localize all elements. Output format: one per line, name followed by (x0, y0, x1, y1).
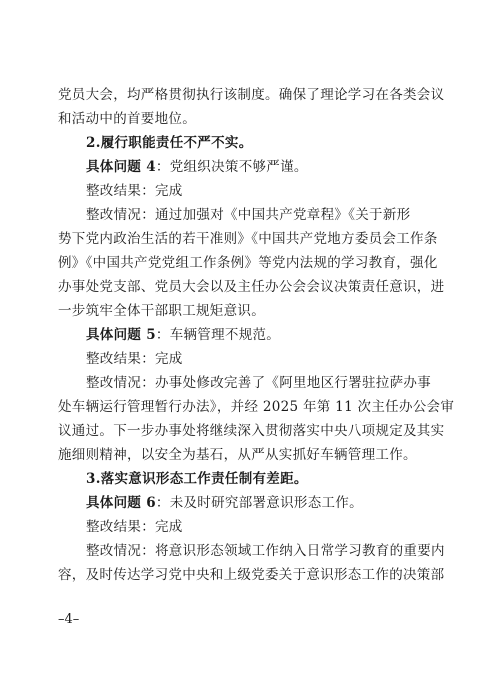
paragraph-line: 一步筑牢全体干部职工规矩意识。 (58, 303, 265, 319)
section-heading: 2.履行职能责任不严不实。 (86, 135, 253, 151)
paragraph-line: 例》《中国共产党党组工作条例》等党内法规的学习教育，强化 (58, 255, 438, 271)
paragraph-line: 议通过。下一步办事处将继续深入贯彻落实中央八项规定及其实 (58, 423, 445, 439)
issue-text: ：未及时研究部署意识形态工作。 (155, 495, 363, 511)
page-number: –4– (58, 612, 80, 627)
paragraph-line: 施细则精神，以安全为基石，从严从实抓好车辆管理工作。 (58, 447, 417, 463)
paragraph-line: 容，及时传达学习党中央和上级党委关于意识形态工作的决策部 (58, 567, 445, 583)
paragraph-line: 整改情况：将意识形态领域工作纳入日常学习教育的重要内 (86, 543, 445, 559)
paragraph-line: 和活动中的首要地位。 (58, 111, 196, 127)
issue-text: ：车辆管理不规范。 (155, 327, 281, 343)
issue-text: ：党组织决策不够严谨。 (155, 159, 308, 175)
issue-label: 具体问题 6 (86, 495, 156, 511)
issue-label: 具体问题 4 (86, 159, 156, 175)
section-heading: 3.落实意识形态工作责任制有差距。 (86, 471, 308, 487)
paragraph-line: 整改情况：办事处修改完善了《阿里地区行署驻拉萨办事 (86, 375, 431, 391)
result-line: 整改结果：完成 (86, 519, 183, 535)
issue-line (58, 491, 442, 515)
result-line: 整改结果：完成 (86, 351, 183, 367)
issue-line (58, 323, 442, 347)
paragraph-line: 处车辆运行管理暂行办法》，并经 2025 年第 11 次主任办公会审 (58, 399, 455, 415)
issue-label: 具体问题 5 (86, 327, 156, 343)
paragraph-line: 势下党内政治生活的若干准则》《中国共产党地方委员会工作条 (58, 231, 438, 247)
result-line: 整改结果：完成 (86, 183, 183, 199)
document-body (58, 83, 455, 587)
issue-line (58, 155, 442, 179)
paragraph-line: 办事处党支部、党员大会以及主任办公会会议决策责任意识，进 (58, 279, 445, 295)
paragraph-line: 党员大会，均严格贯彻执行该制度。确保了理论学习在各类会议 (58, 87, 445, 103)
paragraph-line: 整改情况：通过加强对《中国共产党章程》《关于新形 (86, 207, 411, 223)
